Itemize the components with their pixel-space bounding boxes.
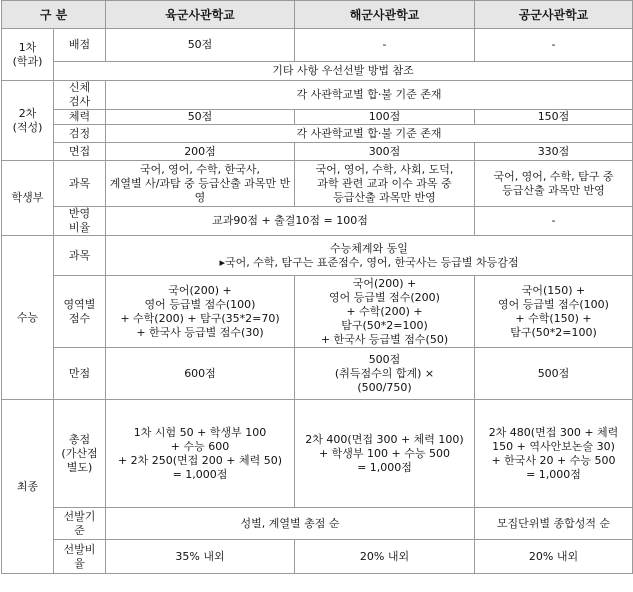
stage2-body-value: 각 사관학교별 합·불 기준 존재	[106, 81, 633, 110]
final-ratio-airforce: 20% 내외	[475, 540, 633, 574]
stage2-verify-value: 각 사관학교별 합·불 기준 존재	[106, 125, 633, 143]
stage2-body-row	[2, 81, 633, 110]
header-gubun: 구 분	[2, 1, 106, 29]
final-total-label: 총점 (가산점 별도)	[54, 400, 106, 508]
final-total-airforce: 2차 480(면접 300 + 체력 150 + 역사안보논술 30) + 한국사 20 + 수능 500 = 1,000점	[475, 400, 633, 508]
suneung-score-row	[2, 276, 633, 348]
suneung-max-airforce: 500점	[475, 348, 633, 400]
stage1-score-label: 배점	[54, 29, 106, 62]
stage2-fitness-army: 50점	[106, 110, 295, 125]
suneung-score-army: 국어(200) + 영어 등급별 점수(100) + 수학(200) + 탐구(35*2=70) + 한국사 등급별 점수(30)	[106, 276, 295, 348]
record-ratio-label: 반영 비율	[54, 207, 106, 236]
suneung-subjects-label: 과목	[54, 236, 106, 276]
final-ratio-navy: 20% 내외	[295, 540, 475, 574]
suneung-max-army: 600점	[106, 348, 295, 400]
stage2-fitness-navy: 100점	[295, 110, 475, 125]
stage1-note: 기타 사항 우선선발 방법 참조	[54, 62, 633, 81]
suneung-max-navy: 500점 (취득점수의 합계) × (500/750)	[295, 348, 475, 400]
stage1-score-row	[2, 29, 633, 62]
header-navy: 해군사관학교	[295, 1, 475, 29]
stage2-interview-navy: 300점	[295, 143, 475, 161]
suneung-score-navy: 국어(200) + 영어 등급별 점수(200) + 수학(200) + 탐구(50*2=100) + 한국사 등급별 점수(50)	[295, 276, 475, 348]
stage2-verify-label: 검정	[54, 125, 106, 143]
record-label: 학생부	[2, 161, 54, 236]
final-criteria-airforce: 모집단위별 종합성적 순	[475, 508, 633, 540]
stage1-airforce: -	[475, 29, 633, 62]
record-ratio-airforce: -	[475, 207, 633, 236]
stage2-fitness-airforce: 150점	[475, 110, 633, 125]
suneung-score-airforce: 국어(150) + 영어 등급별 점수(100) + 수학(150) + 탐구(50*2=100)	[475, 276, 633, 348]
final-total-navy: 2차 400(면접 300 + 체력 100) + 학생부 100 + 수능 500 = 1,000점	[295, 400, 475, 508]
suneung-subjects-row	[2, 236, 633, 276]
stage2-fitness-label: 체력	[54, 110, 106, 125]
stage2-interview-row	[2, 143, 633, 161]
record-subjects-label: 과목	[54, 161, 106, 207]
admission-comparison-table	[1, 0, 633, 574]
record-subjects-airforce: 국어, 영어, 수학, 탐구 중 등급산출 과목만 반영	[475, 161, 633, 207]
record-subjects-navy: 국어, 영어, 수학, 사회, 도덕, 과학 관련 교과 이수 과목 중 등급산출 과목만 반영	[295, 161, 475, 207]
header-row	[2, 1, 633, 29]
suneung-subjects-value: 수능체계와 동일 ▸국어, 수학, 탐구는 표준점수, 영어, 한국사는 등급별 차등감점	[106, 236, 633, 276]
record-subjects-army: 국어, 영어, 수학, 한국사, 계열별 사/과탐 중 등급산출 과목만 반영	[106, 161, 295, 207]
stage2-label: 2차 (적성)	[2, 81, 54, 161]
stage2-body-label: 신체 검사	[54, 81, 106, 110]
final-ratio-label: 선발비 율	[54, 540, 106, 574]
stage1-label: 1차 (학과)	[2, 29, 54, 81]
record-ratio-value: 교과90점 + 출결10점 = 100점	[106, 207, 475, 236]
record-subjects-row	[2, 161, 633, 207]
suneung-max-label: 만점	[54, 348, 106, 400]
stage2-verify-row	[2, 125, 633, 143]
stage2-fitness-row	[2, 110, 633, 125]
final-label: 최종	[2, 400, 54, 574]
final-criteria-row	[2, 508, 633, 540]
stage1-navy: -	[295, 29, 475, 62]
stage1-army: 50점	[106, 29, 295, 62]
stage1-note-row	[2, 62, 633, 81]
header-airforce: 공군사관학교	[475, 1, 633, 29]
stage2-interview-label: 면접	[54, 143, 106, 161]
final-criteria-army-navy: 성별, 계열별 총점 순	[106, 508, 475, 540]
record-ratio-row	[2, 207, 633, 236]
final-total-army: 1차 시험 50 + 학생부 100 + 수능 600 + 2차 250(면접 200 + 체력 50) = 1,000점	[106, 400, 295, 508]
final-criteria-label: 선발기 준	[54, 508, 106, 540]
suneung-label: 수능	[2, 236, 54, 400]
suneung-max-row	[2, 348, 633, 400]
final-total-row	[2, 400, 633, 508]
final-ratio-row	[2, 540, 633, 574]
stage2-interview-airforce: 330점	[475, 143, 633, 161]
suneung-score-label: 영역별 점수	[54, 276, 106, 348]
stage2-interview-army: 200점	[106, 143, 295, 161]
header-army: 육군사관학교	[106, 1, 295, 29]
final-ratio-army: 35% 내외	[106, 540, 295, 574]
